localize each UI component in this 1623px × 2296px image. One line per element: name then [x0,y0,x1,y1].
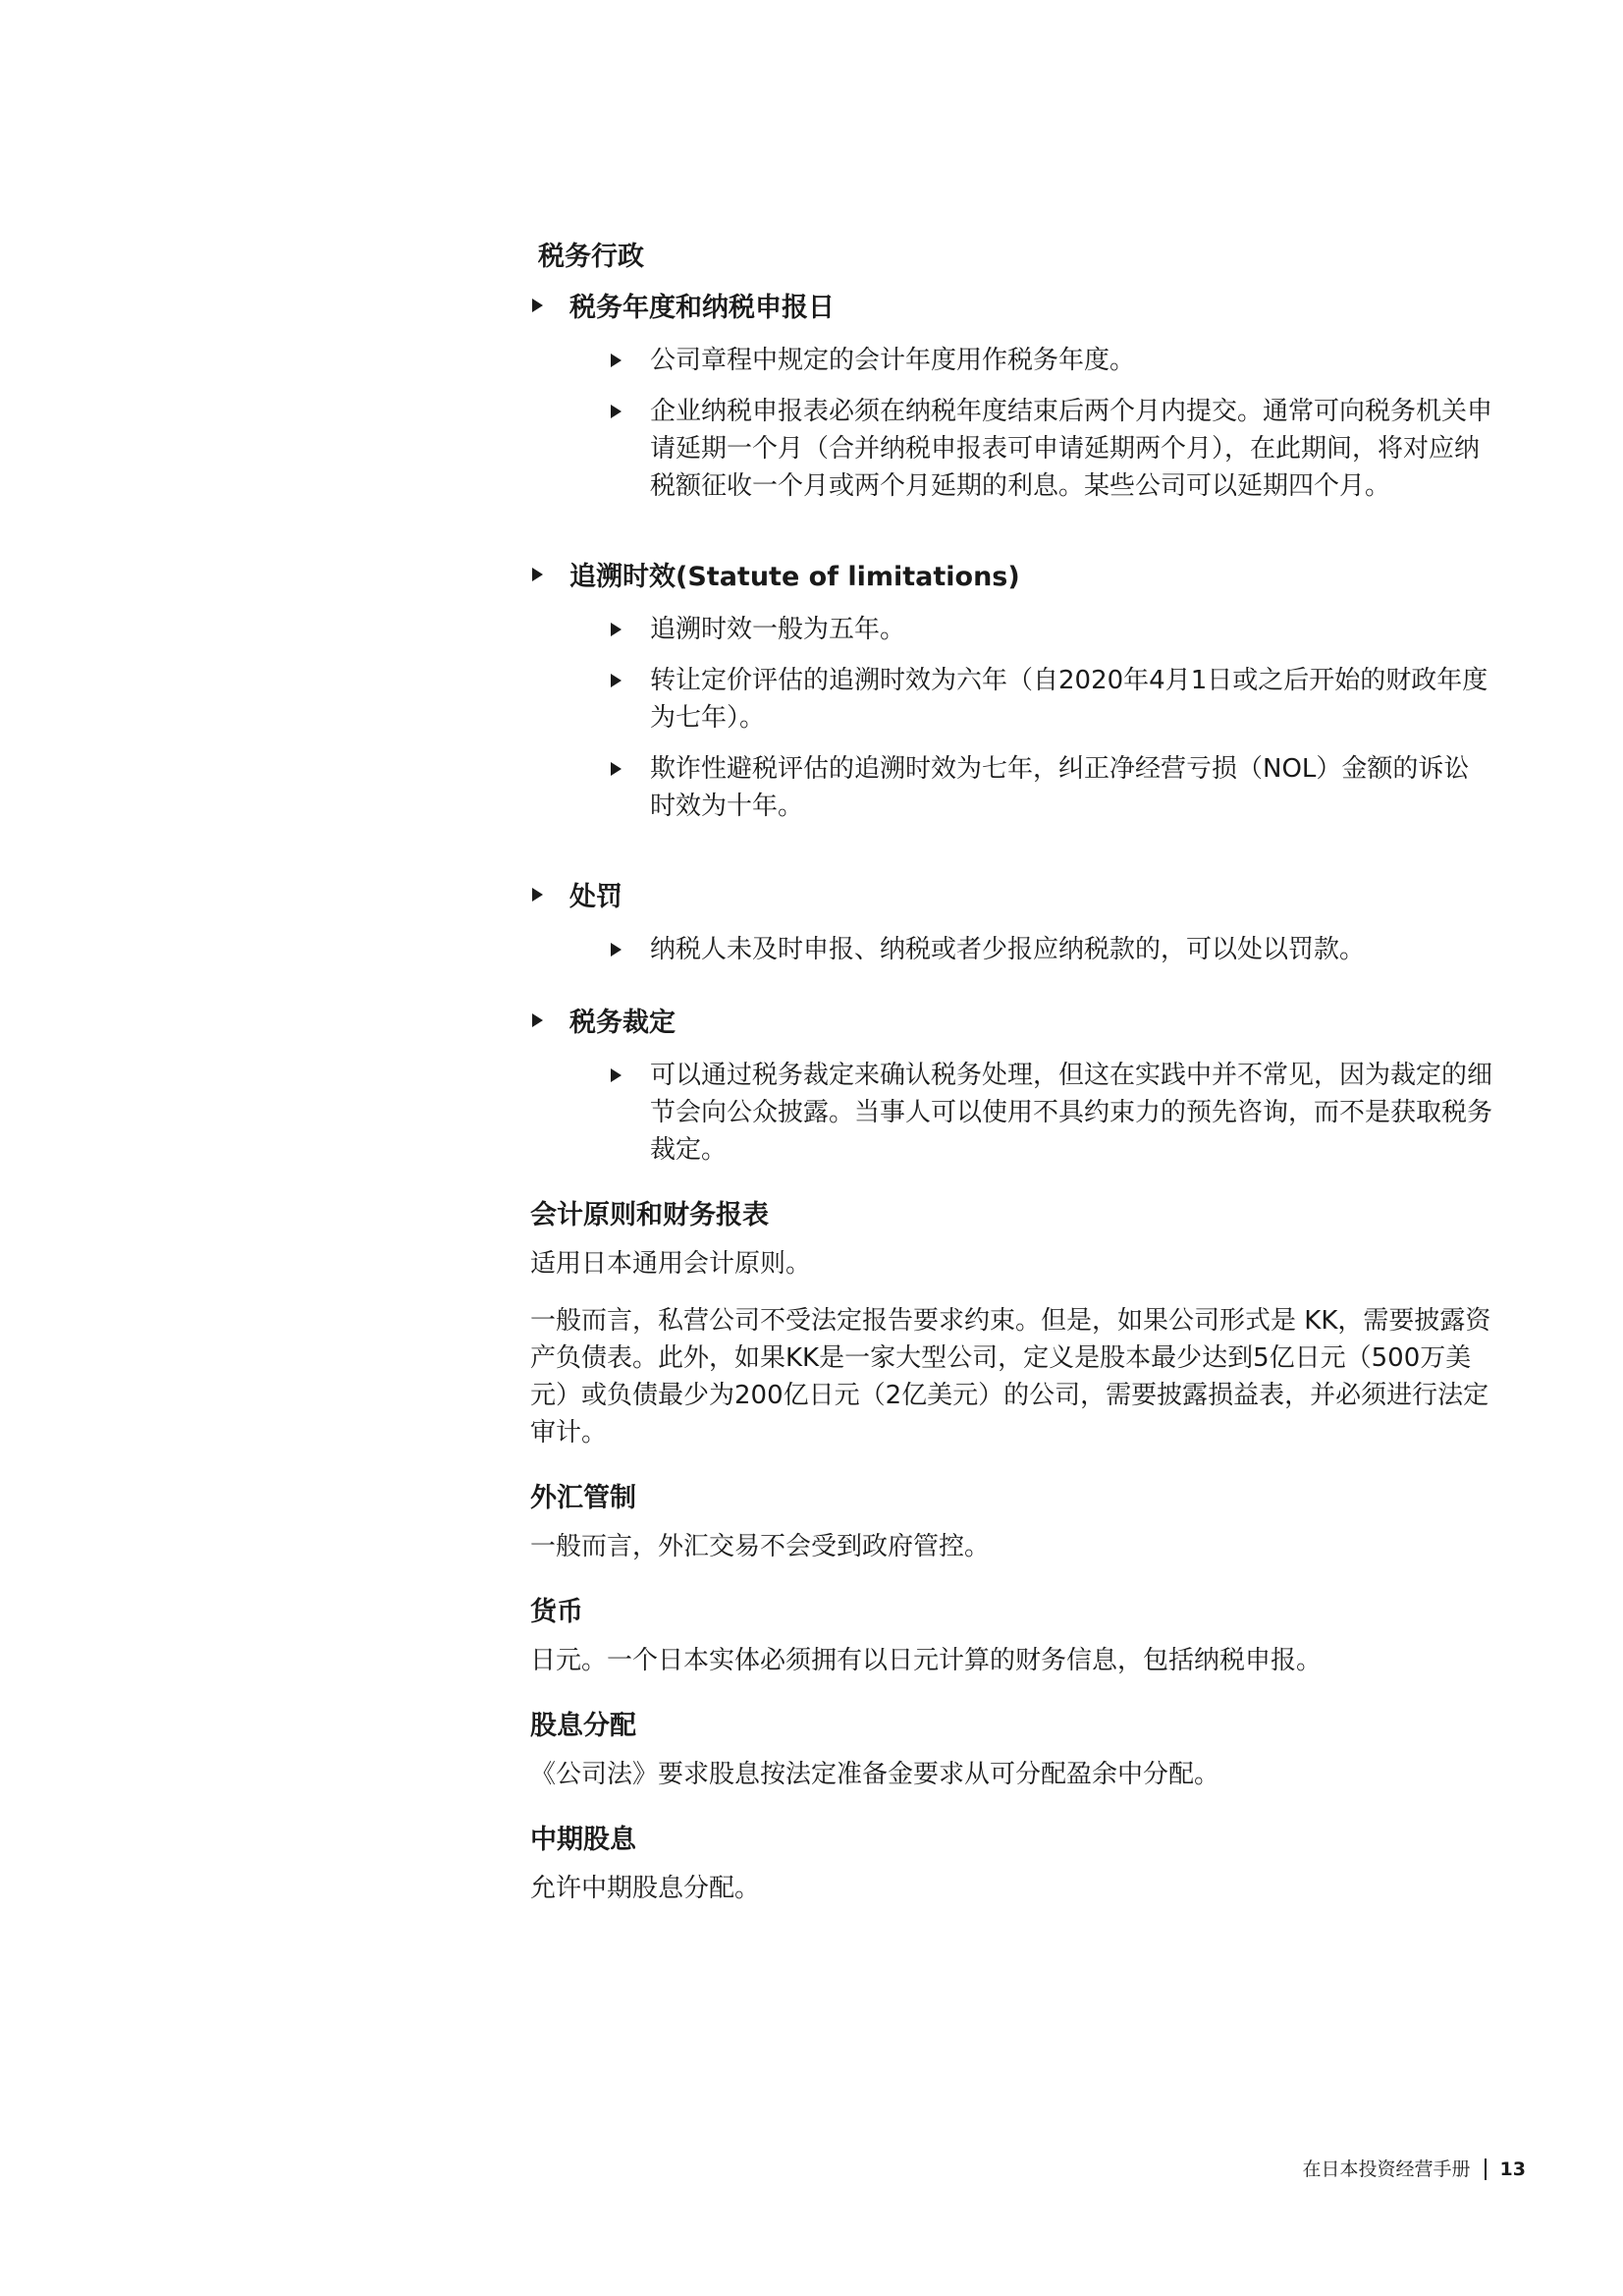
triangle-bullet-icon [611,623,622,636]
triangle-bullet-icon [532,568,543,581]
section-title-tax-admin: 税务行政 [538,242,644,272]
bullet-group-penalties [530,878,1492,968]
paragraph: 一般而言，外汇交易不会受到政府管控。 [530,1532,991,1561]
heading-fx: 外汇管制 [530,1483,636,1513]
list-item-text: 转让定价评估的追溯时效为六年（自2020年4月1日或之后开始的财政年度为七年）。 [650,666,1488,733]
triangle-bullet-icon [611,1068,622,1082]
heading-currency: 货币 [530,1597,583,1627]
heading-interim: 中期股息 [530,1825,636,1855]
list-item-text: 欺诈性避税评估的追溯时效为七年，纠正净经营亏损（NOL）金额的诉讼时效为十年。 [650,754,1470,821]
paragraph: 适用日本通用会计原则。 [530,1249,812,1279]
footer-title: 在日本投资经营手册 [1302,2159,1471,2180]
group-heading: 税务裁定 [569,1008,676,1038]
list-item [569,750,1492,825]
list-item-text: 公司章程中规定的会计年度用作税务年度。 [650,346,1136,375]
triangle-bullet-icon [611,762,622,776]
page-footer [1303,2157,1526,2182]
list-item [569,662,1492,737]
footer-separator [1485,2159,1487,2180]
group-heading: 处罚 [569,882,622,912]
paragraph: 一般而言，私营公司不受法定报告要求约束。但是，如果公司形式是 KK，需要披露资产负债表。此外，如果KK是一家大型公司，定义是股本最少达到5亿日元（500万美元）或负债最少为200亿日元（2亿美元）的公司，需要披露损益表，并必须进行法定审计。 [530,1306,1491,1448]
page-number: 13 [1499,2159,1526,2180]
bullet-group-statute [530,558,1492,825]
bullet-group-tax-year [530,289,1492,505]
list-item-text: 追溯时效一般为五年。 [650,615,906,644]
list-item [569,342,1492,379]
paragraph: 允许中期股息分配。 [530,1874,761,1903]
triangle-bullet-icon [611,354,622,367]
list-item-text: 可以通过税务裁定来确认税务处理，但这在实践中并不常见，因为裁定的细节会向公众披露。当事人可以使用不具约束力的预先咨询，而不是获取税务裁定。 [650,1061,1493,1165]
paragraph: 日元。一个日本实体必须拥有以日元计算的财务信息，包括纳税申报。 [530,1646,1323,1675]
triangle-bullet-icon [611,405,622,418]
list-item-text: 企业纳税申报表必须在纳税年度结束后两个月内提交。通常可向税务机关申请延期一个月（合并纳税申报表可申请延期两个月），在此期间，将对应纳税额征收一个月或两个月延期的利息。某些公司可以延期四个月。 [650,397,1493,501]
triangle-bullet-icon [532,1013,543,1027]
bullet-group-rulings [530,1004,1492,1169]
group-heading: 税务年度和纳税申报日 [569,293,835,323]
page-content [530,238,1492,1927]
triangle-bullet-icon [532,888,543,902]
triangle-bullet-icon [611,674,622,687]
triangle-bullet-icon [611,943,622,957]
list-item [569,931,1492,968]
heading-dividends: 股息分配 [530,1711,636,1741]
heading-accounting: 会计原则和财务报表 [530,1200,769,1230]
list-item-text: 纳税人未及时申报、纳税或者少报应纳税款的，可以处以罚款。 [650,935,1366,964]
triangle-bullet-icon [532,299,543,312]
group-heading: 追溯时效(Statute of limitations) [569,562,1020,592]
list-item [569,611,1492,648]
paragraph: 《公司法》要求股息按法定准备金要求从可分配盈余中分配。 [530,1760,1220,1789]
list-item [569,393,1492,505]
list-item [569,1057,1492,1169]
